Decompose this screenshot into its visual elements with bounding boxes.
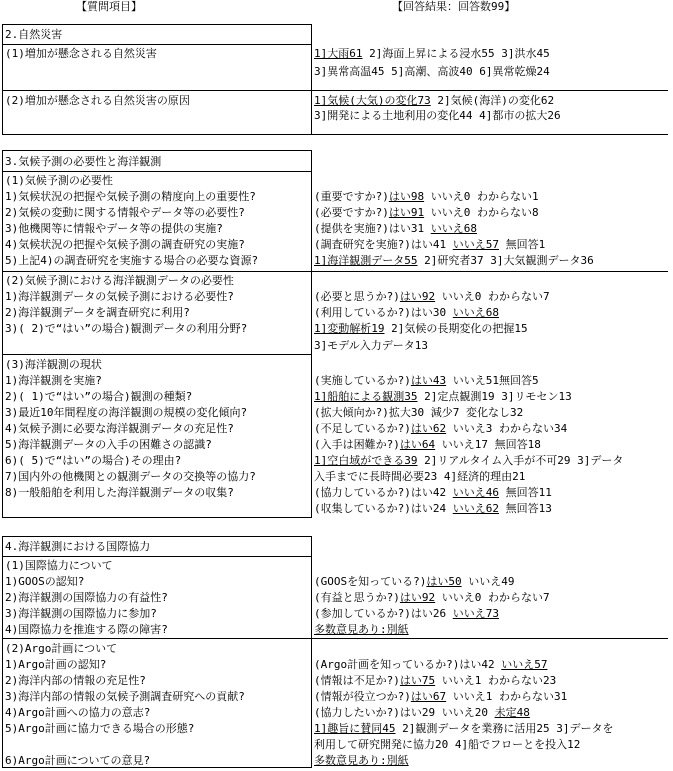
answer-prefix: (情報は不足か?) xyxy=(314,674,400,687)
answer-prefix: (GOOSを知っている?) xyxy=(314,575,427,588)
answer-top: はい62 xyxy=(410,422,447,435)
answer-prefix: (実施しているか?) xyxy=(314,374,411,387)
divider xyxy=(312,271,668,272)
answer-top: はい91 xyxy=(388,206,425,219)
answer-prefix: (協力したいか?)はい29 いいえ20 xyxy=(314,706,495,719)
answer-rest: いいえ49 xyxy=(461,575,515,588)
question: 5)海洋観測データの入手の困難さの認識? xyxy=(5,438,212,451)
answer-top: はい98 xyxy=(388,190,425,203)
answer-rest: いいえ17 無回答18 xyxy=(435,438,541,451)
question: 5)上記4)の調査研究を実施する場合の必要な資源? xyxy=(5,254,259,267)
answer-prefix: (提供を実施?)はい31 xyxy=(314,222,431,235)
group-title: (1)気候予測の必要性 xyxy=(5,174,113,187)
question: 3)最近10年間程度の海洋観測の規模の変化傾向? xyxy=(5,406,248,419)
answer-top: はい75 xyxy=(399,674,436,687)
answer xyxy=(314,47,550,61)
answer-top: 1]変動解析19 xyxy=(314,322,385,335)
answer-prefix: (必要ですか?) xyxy=(314,206,389,219)
divider xyxy=(2,90,312,91)
answer-rest: 2]リアルタイム入手が不可29 3]データ xyxy=(417,454,624,467)
answer-top: はい43 xyxy=(410,374,447,387)
answer-top: はい64 xyxy=(399,438,436,451)
answer-prefix: (Argo計画を知っているか?)はい42 xyxy=(314,658,502,671)
answer-rest: 2]観測データを業務に活用25 3]データを xyxy=(395,722,614,735)
group-title: (2)気候予測における海洋観測データの必要性 xyxy=(5,274,234,287)
question: 2)海洋内部の情報の充足性? xyxy=(5,674,146,687)
question: 4)国際協力を推進する際の障害? xyxy=(5,623,168,636)
answer xyxy=(314,486,552,500)
answer xyxy=(314,290,550,304)
answer-prefix: (協力しているか?)はい42 xyxy=(314,486,453,499)
answer-prefix: (有益と思うか?) xyxy=(314,591,400,604)
answer-top: はい92 xyxy=(399,290,436,303)
answer xyxy=(314,190,539,204)
divider xyxy=(2,556,312,557)
question: 6)Argo計画についての意見? xyxy=(5,754,151,767)
question: 6)( 5)で“はい”の場合)その理由? xyxy=(5,454,182,467)
answer xyxy=(314,422,567,436)
divider xyxy=(312,90,668,91)
question: (1)増加が懸念される自然災害 xyxy=(5,47,157,60)
answer: 3]モデル入力データ13 xyxy=(314,339,428,352)
answer-rest: 無回答11 xyxy=(499,486,552,499)
answer-prefix: (利用しているか?)はい30 xyxy=(314,306,453,319)
answer: 入手までに長時間必要23 4]経済的理由21 xyxy=(314,470,526,483)
question: 3)他機関等に情報やデータ等の提供の実施? xyxy=(5,222,223,235)
answer-top: 1]気候(大気)の変化73 xyxy=(314,94,431,107)
question: 1)Argo計画の認知? xyxy=(5,658,107,671)
answer-rest: 無回答13 xyxy=(499,502,552,515)
question: 3)( 2)で“はい”の場合)観測データの利用分野? xyxy=(5,322,248,335)
answer xyxy=(314,754,409,768)
answer-prefix: (入手は困難か?) xyxy=(314,438,400,451)
answer-top: 1]空白域ができる39 xyxy=(314,454,418,467)
answer-top: 1]海洋観測データ55 xyxy=(314,254,418,267)
question: 5)Argo計画に協力できる場合の形態? xyxy=(5,722,195,735)
divider xyxy=(2,44,312,45)
question: 2)海洋観測データを調査研究に利用? xyxy=(5,306,190,319)
answer xyxy=(314,690,567,704)
answer: (拡大傾向か?)拡大30 減少7 変化なし32 xyxy=(314,406,524,419)
answer-rest: いいえ51無回答5 xyxy=(446,374,539,387)
answer xyxy=(314,706,530,720)
answer-top: いいえ57 xyxy=(452,238,499,251)
answer-prefix: (調査研究を実施?)はい41 xyxy=(314,238,453,251)
answer-prefix: (情報が役立つか?) xyxy=(314,690,411,703)
answer-prefix: (不足しているか?) xyxy=(314,422,411,435)
question: 8)一般船舶を利用した海洋観測データの収集? xyxy=(5,486,234,499)
answer-rest: 2]海面上昇による浸水55 3]洪水45 xyxy=(362,47,550,60)
answer-top: いいえ46 xyxy=(452,486,499,499)
question: 2)海洋観測の国際協力の有益性? xyxy=(5,591,168,604)
answer-top: 多数意見あり:別紙 xyxy=(314,623,409,636)
answer-rest: 2]研究者37 3]大気観測データ36 xyxy=(417,254,594,267)
answer-top: はい50 xyxy=(426,575,462,588)
question: (2)増加が懸念される自然災害の原因 xyxy=(5,94,190,107)
answer-rest: いいえ1 わからない31 xyxy=(446,690,568,703)
answer xyxy=(314,206,539,220)
answer-top: いいえ68 xyxy=(430,222,477,235)
question: 1)気候状況の把握や気候予測の精度向上の重要性? xyxy=(5,190,256,203)
answer xyxy=(314,575,514,589)
answer: 3]異常高温45 5]高潮、高波40 6]異常乾燥24 xyxy=(314,65,550,78)
question-column-header: 【質問項目】 xyxy=(76,0,142,13)
answer-prefix: (必要と思うか?) xyxy=(314,290,400,303)
answer-top: 1]大雨61 xyxy=(314,47,363,60)
question: 4)気候予測に必要な海洋観測データの充足性? xyxy=(5,422,234,435)
answer-top: はい67 xyxy=(410,690,447,703)
answer-top: いいえ68 xyxy=(452,306,499,319)
answer xyxy=(314,658,547,672)
divider xyxy=(2,171,312,172)
answer xyxy=(314,374,539,388)
answer xyxy=(314,238,545,252)
answer xyxy=(314,222,477,236)
answer-top: いいえ57 xyxy=(501,658,548,671)
answer-rest: いいえ0 わからない1 xyxy=(424,190,539,203)
question: 3)海洋内部の情報の気候予測調査研究への貢献? xyxy=(5,690,245,703)
divider xyxy=(2,354,312,355)
group-title: (1)国際協力について xyxy=(5,559,113,572)
answer xyxy=(314,254,594,268)
answer xyxy=(314,674,556,688)
question: 4)気候状況の把握や気候予測の調査研究の実施? xyxy=(5,238,245,251)
answer xyxy=(314,306,499,320)
answer-rest: いいえ3 わからない34 xyxy=(446,422,568,435)
answer-rest: いいえ0 わからない7 xyxy=(435,591,550,604)
group-title: (2)Argo計画について xyxy=(5,642,118,655)
question: 3)海洋観測の国際協力に参加? xyxy=(5,607,157,620)
answer-prefix: (収集しているか?)はい24 xyxy=(314,502,453,515)
divider xyxy=(312,134,668,135)
answer: 利用して研究開発に協力20 4]船でフローとを投入12 xyxy=(314,738,581,751)
answer xyxy=(314,607,499,621)
answer-top: はい92 xyxy=(399,591,436,604)
answer xyxy=(314,390,572,404)
answer-rest: いいえ0 わからない8 xyxy=(424,206,539,219)
question: 1)海洋観測データの気候予測における必要性? xyxy=(5,290,234,303)
divider xyxy=(2,271,312,272)
question: 7)国内外の他機関との観測データの交換等の協力? xyxy=(5,470,256,483)
section-4-title: 4.海洋観測における国際協力 xyxy=(5,540,151,553)
divider xyxy=(2,638,312,639)
question: 2)気候の変動に関する情報やデータ等の必要性? xyxy=(5,206,245,219)
answer-rest: 2]気候(海洋)の変化62 xyxy=(430,94,555,107)
section-2-title: 2.自然災害 xyxy=(5,28,63,41)
answer-rest: 2]気候の長期変化の把握15 xyxy=(384,322,528,335)
answer-top: いいえ73 xyxy=(452,607,499,620)
answer-top: 未定48 xyxy=(494,706,530,719)
answer-rest: いいえ1 わからない23 xyxy=(435,674,557,687)
section-3-title: 3.気候予測の必要性と海洋観測 xyxy=(5,155,162,168)
answer xyxy=(314,322,528,336)
answer-top: 1]船舶による観測35 xyxy=(314,390,418,403)
answer-rest: 無回答1 xyxy=(499,238,546,251)
question: 2)( 1)で“はい”の場合)観測の種類? xyxy=(5,390,193,403)
answer-top: 1]趣旨に賛同45 xyxy=(314,722,396,735)
question: 1)GOOSの認知? xyxy=(5,575,85,588)
question: 1)海洋観測を実施? xyxy=(5,374,102,387)
answer xyxy=(314,591,550,605)
question: 4)Argo計画への協力の意志? xyxy=(5,706,151,719)
answer-rest: いいえ0 わからない7 xyxy=(435,290,550,303)
answer-prefix: (重要ですか?) xyxy=(314,190,389,203)
answer xyxy=(314,502,552,516)
answer-top: いいえ62 xyxy=(452,502,499,515)
group-title: (3)海洋観測の現状 xyxy=(5,358,102,371)
answer-column-header: 【回答結果：回答数99】 xyxy=(392,0,516,13)
divider xyxy=(312,638,668,639)
answer xyxy=(314,94,554,108)
answer-top: 多数意見あり:別紙 xyxy=(314,754,409,767)
answer xyxy=(314,722,613,736)
answer: 3]開発による土地利用の変化44 4]都市の拡大26 xyxy=(314,109,561,122)
answer xyxy=(314,438,541,452)
answer xyxy=(314,454,623,468)
answer xyxy=(314,623,409,637)
answer-prefix: (参加しているか?)はい26 xyxy=(314,607,453,620)
answer-rest: 2]定点観測19 3]リモセン13 xyxy=(417,390,572,403)
